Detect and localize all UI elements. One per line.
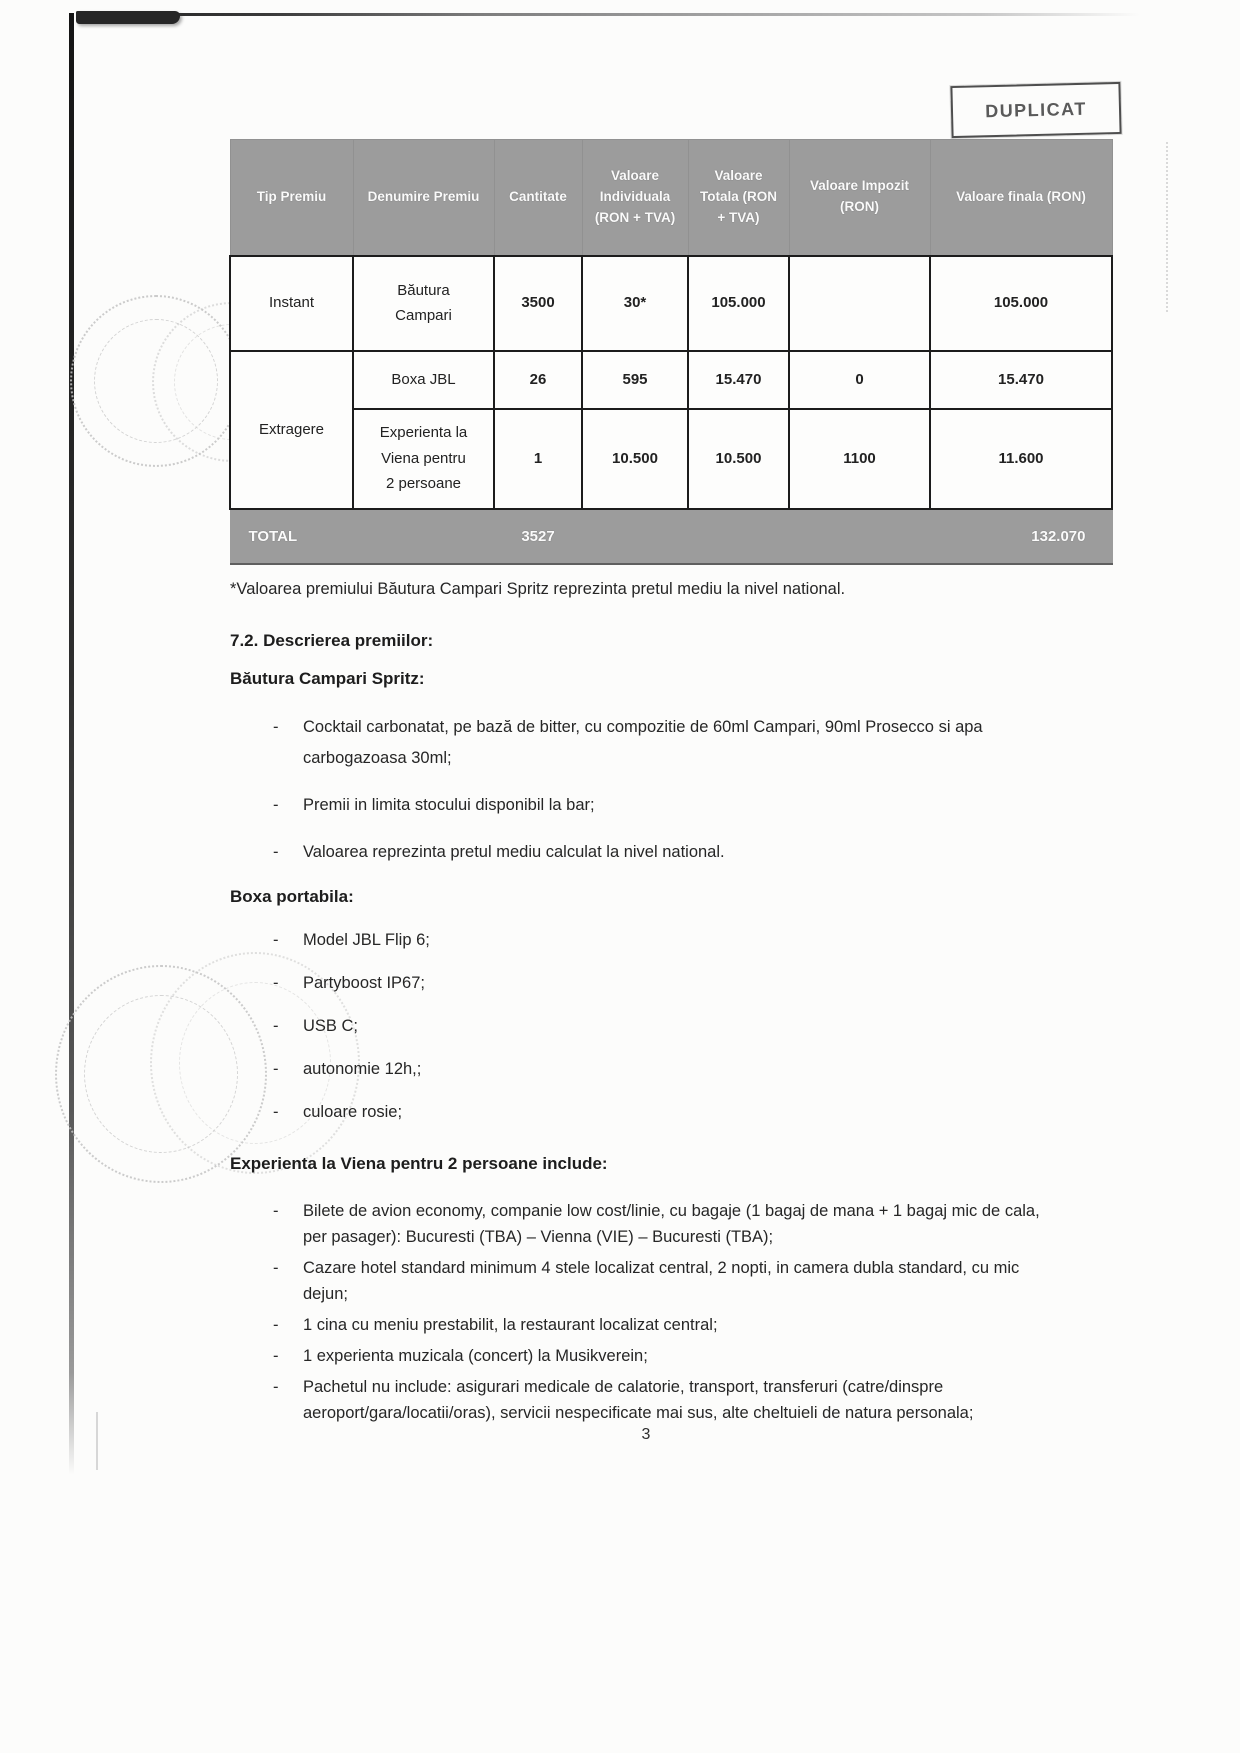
col-header-valoare-individuala: Valoare Individuala (RON + TVA): [582, 140, 688, 256]
cell-total-label: TOTAL: [230, 509, 494, 564]
list-item: - Cocktail carbonatat, pe bază de bitter, cu compozitie de 60ml Campari, 90ml Prosecco si apa carbogazoasa 30ml;: [230, 712, 1042, 774]
cell-valoare-totala: 10.500: [688, 409, 789, 509]
campari-bullet-list: [230, 712, 1062, 868]
cell-total-spacer: [582, 509, 930, 564]
scan-artifact-dotted-line: [1166, 142, 1168, 312]
boxa-title: Boxa portabila:: [230, 886, 354, 906]
cell-cantitate: 1: [494, 409, 582, 509]
list-item: - USB C;: [230, 1012, 1062, 1040]
cell-valoare-finala: 105.000: [930, 256, 1112, 351]
cell-cantitate: 26: [494, 351, 582, 409]
cell-valoare-individuala: 595: [582, 351, 688, 409]
cell-valoare-totala: 15.470: [688, 351, 789, 409]
table-header-row: [230, 140, 1112, 256]
cell-valoare-individuala: 30*: [582, 256, 688, 351]
cell-denumire: Boxa JBL: [353, 351, 494, 409]
prize-table-total-row: [230, 509, 1112, 564]
table-footnote: *Valoarea premiului Băutura Campari Spritz reprezinta pretul mediu la nivel national.: [230, 580, 846, 598]
list-item: - Premii in limita stocului disponibil la bar;: [230, 790, 1042, 821]
cell-valoare-impozit: 1100: [789, 409, 930, 509]
prize-table: [229, 139, 1113, 565]
list-item: - autonomie 12h,;: [230, 1055, 1062, 1083]
table-row: [230, 409, 1112, 509]
page-number: 3: [641, 1426, 651, 1443]
list-item: - Model JBL Flip 6;: [230, 926, 1062, 954]
table-row-total: [230, 509, 1112, 564]
cell-total-cantitate: 3527: [494, 509, 582, 564]
list-item: - Bilete de avion economy, companie low cost/linie, cu bagaje (1 bagaj de mana + 1 bagaj mic de cala, per pasager): Bucuresti (TBA) – Vienna (VIE) – Bucuresti (TBA);: [230, 1198, 1060, 1250]
section-heading-7-2: 7.2. Descrierea premiilor:: [230, 630, 434, 650]
campari-title: Băutura Campari Spritz:: [230, 669, 425, 689]
list-item: - 1 cina cu meniu prestabilit, la restaurant localizat central;: [230, 1312, 1060, 1338]
viena-title: Experienta la Viena pentru 2 persoane include:: [230, 1154, 608, 1174]
cell-cantitate: 3500: [494, 256, 582, 351]
list-item: - 1 experienta muzicala (concert) la Musikverein;: [230, 1343, 1060, 1369]
scan-artifact-left-edge: [69, 13, 74, 1475]
cell-total-finala: 132.070: [930, 509, 1112, 564]
cell-valoare-individuala: 10.500: [582, 409, 688, 509]
cell-denumire: Experienta la Viena pentru 2 persoane: [353, 409, 494, 509]
cell-tip-premiu: Instant: [230, 256, 353, 351]
viena-bullet-list: [230, 1198, 1062, 1426]
cell-tip-premiu: Extragere: [230, 351, 353, 509]
col-header-valoare-finala: Valoare finala (RON): [930, 140, 1112, 256]
cell-valoare-impozit: 0: [789, 351, 930, 409]
col-header-valoare-impozit: Valoare Impozit (RON): [789, 140, 930, 256]
scan-artifact-top-line: [78, 13, 1140, 16]
cell-valoare-finala: 15.470: [930, 351, 1112, 409]
col-header-cantitate: Cantitate: [494, 140, 582, 256]
cell-valoare-impozit: [789, 256, 930, 351]
scan-artifact-top-blob: [76, 11, 180, 24]
col-header-valoare-totala: Valoare Totala (RON + TVA): [688, 140, 789, 256]
boxa-bullet-list: [230, 926, 1062, 1126]
document-body: [230, 577, 1062, 1431]
scan-artifact-bottom-mark: [96, 1412, 98, 1470]
table-row: [230, 351, 1112, 409]
col-header-tip-premiu: Tip Premiu: [230, 140, 353, 256]
prize-table-header: [230, 140, 1112, 256]
list-item: - Pachetul nu include: asigurari medicale de calatorie, transport, transferuri (catre/dinspre aeroport/gara/locatii/oras), servicii nespecificate mai sus, alte cheltuieli de natura personala;: [230, 1374, 1060, 1426]
list-item: - Cazare hotel standard minimum 4 stele localizat central, 2 nopti, in camera dubla standard, cu mic dejun;: [230, 1255, 1060, 1307]
duplicat-stamp-label: DUPLICAT: [984, 98, 1088, 121]
cell-denumire: Băutura Campari: [353, 256, 494, 351]
list-item: - culoare rosie;: [230, 1098, 1062, 1126]
col-header-denumire-premiu: Denumire Premiu: [353, 140, 494, 256]
cell-valoare-finala: 11.600: [930, 409, 1112, 509]
cell-valoare-totala: 105.000: [688, 256, 789, 351]
list-item: - Partyboost IP67;: [230, 969, 1062, 997]
duplicat-stamp-box: [950, 82, 1121, 138]
list-item: - Valoarea reprezinta pretul mediu calculat la nivel national.: [230, 837, 1042, 868]
table-row: [230, 256, 1112, 351]
